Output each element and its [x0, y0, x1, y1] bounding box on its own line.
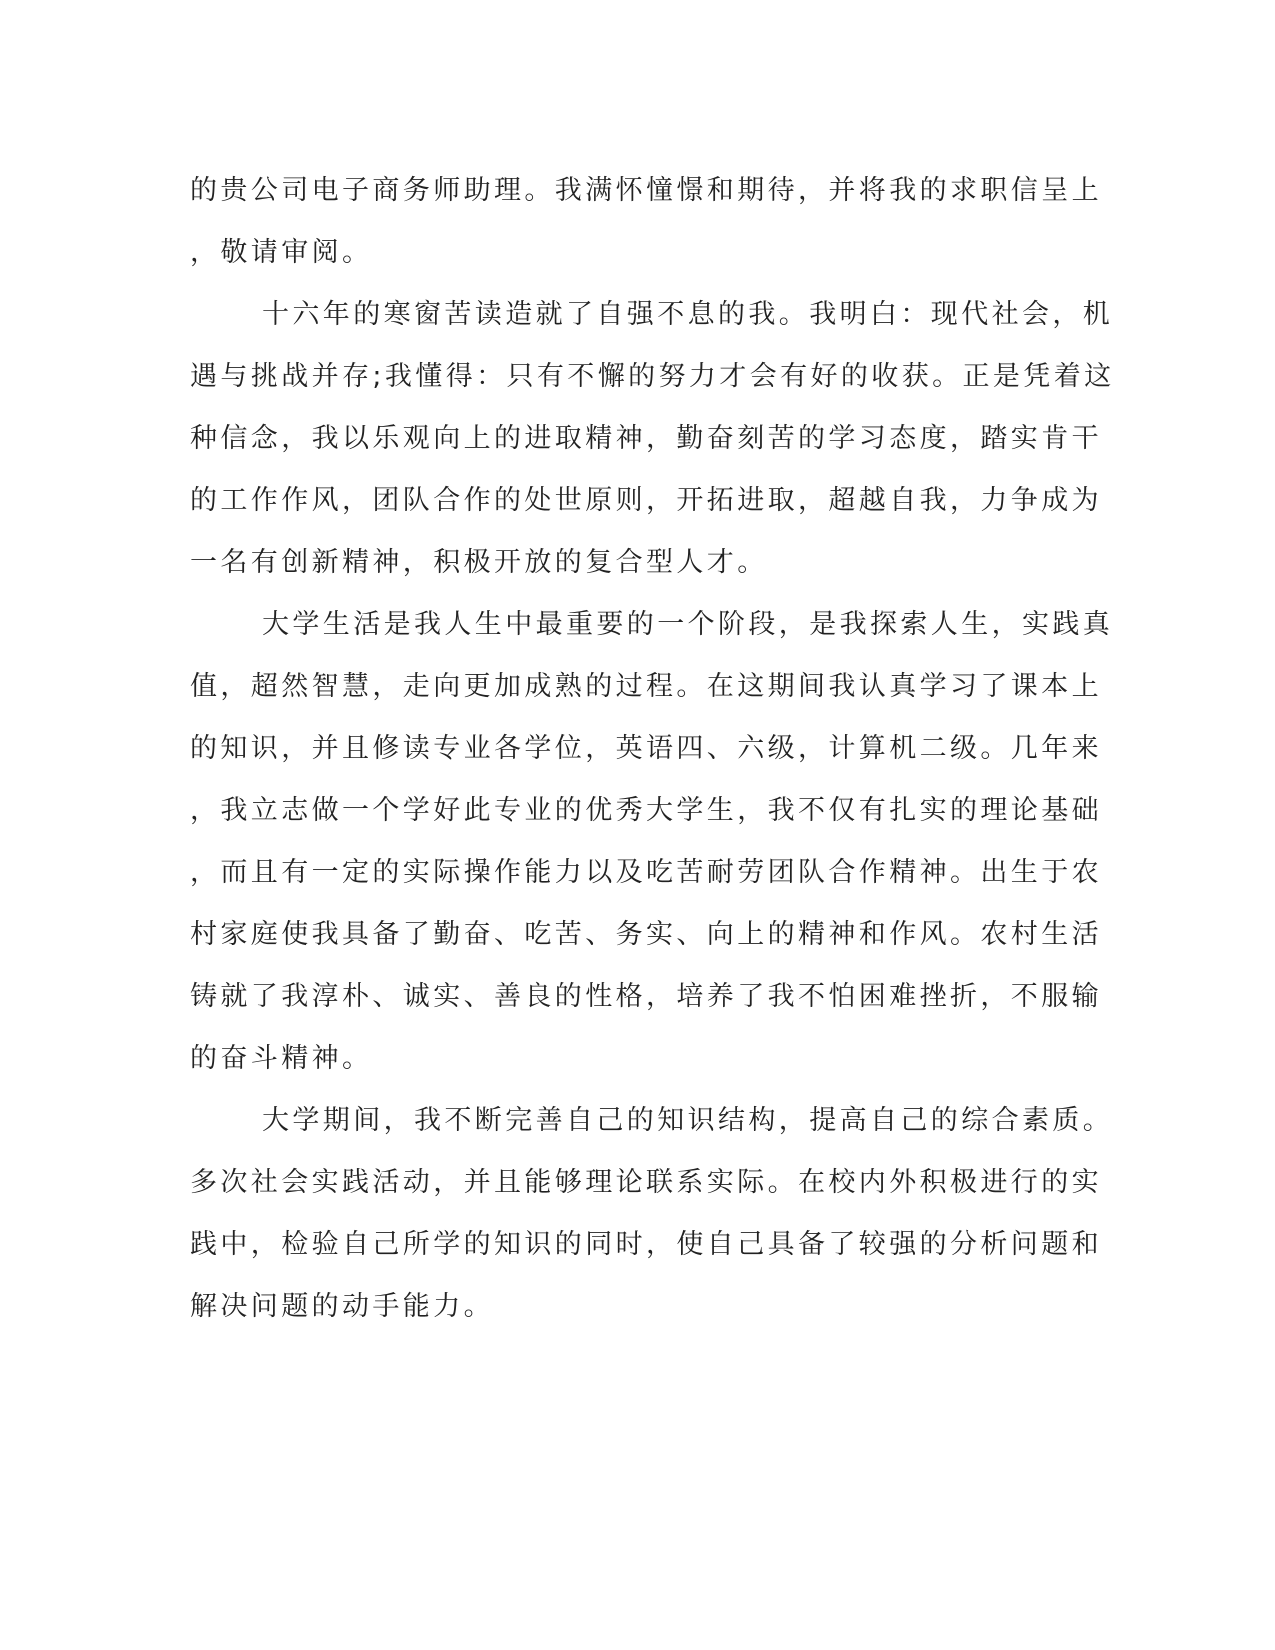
text-line: 值，超然智慧，走向更加成熟的过程。在这期间我认真学习了课本上: [190, 671, 1102, 702]
paragraph-start-line: 大学生活是我人生中最重要的一个阶段，是我探索人生，实践真: [262, 609, 1114, 640]
text-line: 的工作作风，团队合作的处世原则，开拓进取，超越自我，力争成为: [190, 485, 1102, 516]
text-line: 的奋斗精神。: [190, 1043, 373, 1074]
text-line: 一名有创新精神，积极开放的复合型人才。: [190, 547, 768, 578]
text-line: 种信念，我以乐观向上的进取精神，勤奋刻苦的学习态度，踏实肯干: [190, 423, 1102, 454]
text-line: 遇与挑战并存;我懂得：只有不懈的努力才会有好的收获。正是凭着这: [190, 361, 1115, 392]
text-line: 多次社会实践活动，并且能够理论联系实际。在校内外积极进行的实: [190, 1167, 1102, 1198]
text-line: 解决问题的动手能力。: [190, 1291, 494, 1322]
paragraph-start-line: 十六年的寒窗苦读造就了自强不息的我。我明白：现代社会，机: [262, 299, 1114, 330]
text-line: ，我立志做一个学好此专业的优秀大学生，我不仅有扎实的理论基础: [190, 795, 1102, 826]
text-line: 的贵公司电子商务师助理。我满怀憧憬和期待，并将我的求职信呈上: [190, 175, 1102, 206]
paragraph-start-line: 大学期间，我不断完善自己的知识结构，提高自己的综合素质。: [262, 1105, 1114, 1136]
text-line: 践中，检验自己所学的知识的同时，使自己具备了较强的分析问题和: [190, 1229, 1102, 1260]
text-line: 的知识，并且修读专业各学位，英语四、六级，计算机二级。几年来: [190, 733, 1102, 764]
text-line: 村家庭使我具备了勤奋、吃苦、务实、向上的精神和作风。农村生活: [190, 919, 1102, 950]
text-line: ，而且有一定的实际操作能力以及吃苦耐劳团队合作精神。出生于农: [190, 857, 1102, 888]
text-line: ，敬请审阅。: [190, 237, 373, 268]
body-text: [190, 160, 1115, 1338]
text-line: 铸就了我淳朴、诚实、善良的性格，培养了我不怕困难挫折，不服输: [190, 981, 1102, 1012]
